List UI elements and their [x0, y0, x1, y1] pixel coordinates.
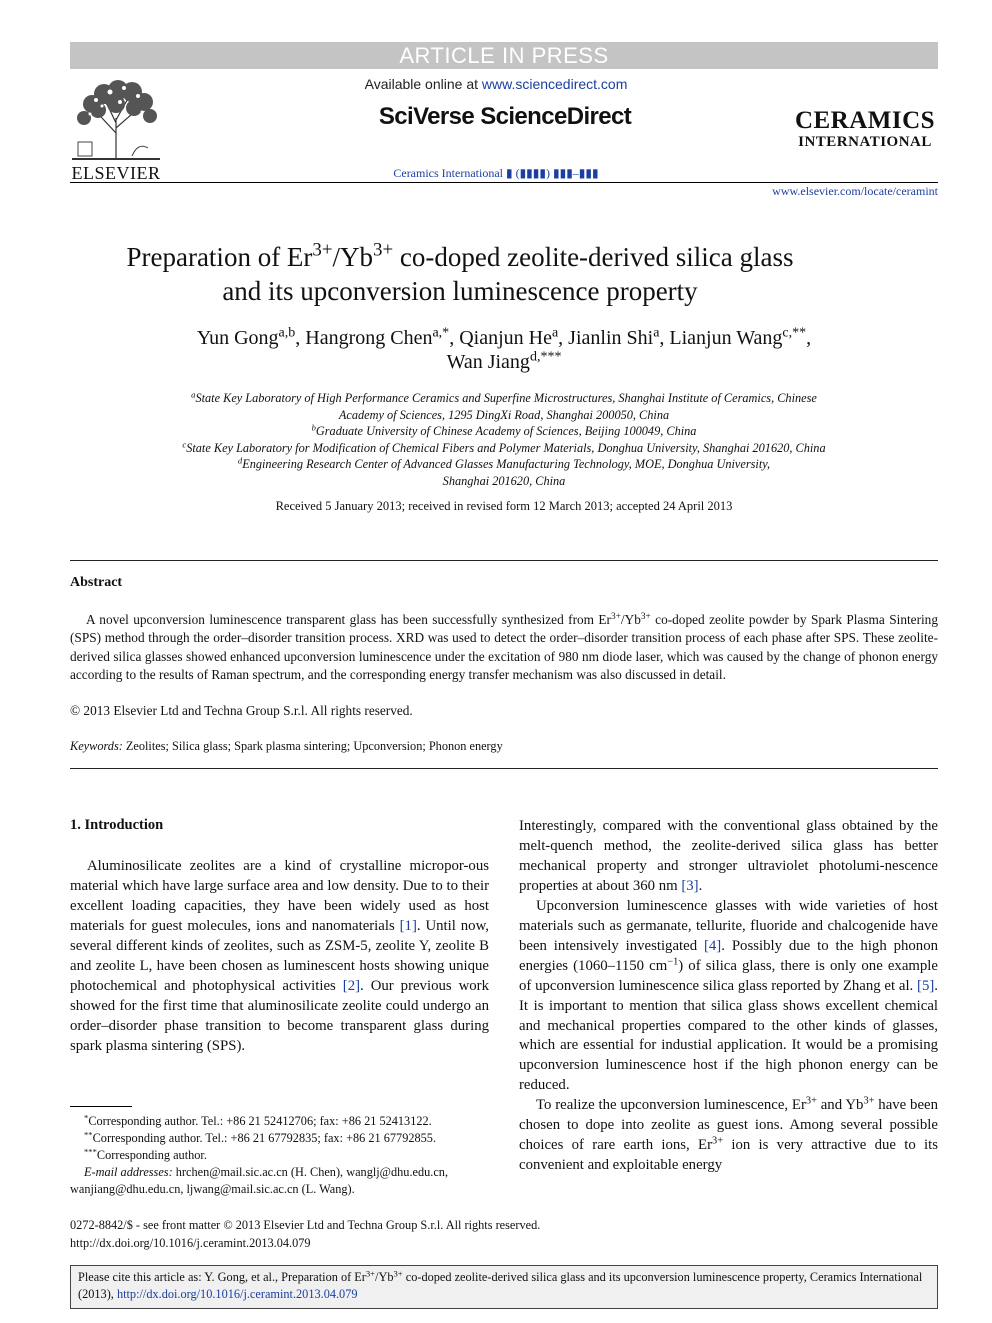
affiliation: $^d$Engineering Research Center of Advanced Glasses Manufacturing Technology, MOE, Donghua University,: [237, 455, 771, 472]
title-text: Preparation of Er: [126, 242, 313, 272]
body-column-left: [70, 857, 489, 1057]
author[interactable]: Lianjun Wang$^{c,**}$: [669, 325, 807, 349]
footnote: *Corresponding author. Tel.: +86 21 52412706; fax: +86 21 52413122.: [84, 1112, 432, 1128]
available-online-text: Available online at: [364, 76, 482, 92]
keywords-line: [70, 739, 503, 754]
author[interactable]: Jianlin Shi$^a$: [568, 325, 660, 349]
title-superscript: 3+: [373, 239, 394, 261]
author[interactable]: Wan Jiang$^{d,***}$: [446, 349, 562, 373]
affiliation: $^b$Graduate University of Chinese Academy of Sciences, Beijing 100049, China: [311, 422, 697, 439]
elsevier-tree-icon: [72, 78, 160, 160]
elsevier-wordmark: ELSEVIER: [71, 163, 161, 183]
elsevier-logo: [70, 76, 162, 184]
footnote: **Corresponding author. Tel.: +86 21 67792835; fax: +86 21 67792855.: [84, 1129, 437, 1145]
keywords-list: Zeolites; Silica glass; Spark plasma sintering; Upconversion; Phonon energy: [122, 739, 503, 753]
email-footnote-continued: wanjiang@dhu.edu.cn, ljwang@mail.sic.ac.cn (L. Wang).: [70, 1182, 355, 1196]
paragraph: To realize the upconversion luminescence, $Er^{3+}$ and $Yb^{3+}$ have been chosen to dope into zeolite as guest ions. Among several possible choices of rare earth ions, $Er^{3+}$ ion is very attractive due to its convenient and exploitable energy: [519, 1095, 938, 1174]
doi-link[interactable]: http://dx.doi.org/10.1016/j.ceramint.2013.04.079: [116, 1287, 358, 1301]
author-list: Yun Gong$^{a,b}$, Hangrong Chen$^{a,*}$, Qianjun He$^a$, Jianlin Shi$^a$, Lianjun Wang$^{c,**}$, Wan Jiang$^{d,***}$: [196, 325, 812, 373]
header-divider: [70, 182, 938, 183]
email-footnote: E-mail addresses: hrchen@mail.sic.ac.cn (H. Chen), wanglj@dhu.edu.cn,: [84, 1165, 449, 1179]
keywords-label: Keywords:: [70, 739, 123, 753]
cite-this-article-box: Please cite this article as: Y. Gong, et al., Preparation of $Er^{3+}/Yb^{3+}$ co-doped zeolite-derived silica glass and its upconversion luminescence property, Ceramics International (2013), http://dx.doi.org/10.1016/j.ceramint.2013.04.079: [70, 1265, 938, 1309]
affiliation: Shanghai 201620, China: [442, 473, 566, 488]
affiliation: Academy of Sciences, 1295 DingXi Road, Shanghai 200050, China: [338, 407, 670, 422]
abstract-body: A novel upconversion luminescence transparent glass has been successfully synthesized from $Er^{3+}/Yb^{3+}$ co-doped zeolite powder by Spark Plasma Sintering (SPS) method through the order–disorder transition process. XRD was used to detect the order–disorder transition process of each phase after SPS. These zeolite-derived silica glasses showed enhanced upconversion luminescence under the excitation of 980 nm diode laser, which was caused by the change of phonon energy according to the results of Raman spectrum, and the corresponding energy transfer mechanism was also discussed in detail.: [70, 611, 938, 683]
title-text: /Yb: [332, 242, 374, 272]
sciverse-sciencedirect-logo: SciVerse ScienceDirect: [378, 103, 632, 130]
doi-line[interactable]: http://dx.doi.org/10.1016/j.ceramint.2013.04.079: [70, 1236, 311, 1250]
author[interactable]: Hangrong Chen$^{a,*}$: [305, 325, 450, 349]
citation-link[interactable]: [5]: [917, 977, 935, 994]
author[interactable]: Yun Gong$^{a,b}$: [196, 325, 296, 349]
body-column-right: [519, 817, 938, 1176]
citation-link[interactable]: [1]: [399, 917, 417, 934]
abstract-heading: Abstract: [70, 575, 123, 590]
citation-link[interactable]: [2]: [342, 977, 361, 994]
title-text-line2: and its upconversion luminescence property: [222, 276, 698, 306]
ceramics-international-logo: [790, 108, 940, 150]
paragraph: Interestingly, compared with the conventional glass obtained by the melt-quench method, the zeolite-derived silica glass has better mechanical property and stronger ultraviolet photolumi-nescence properties at about 360 nm [3].: [519, 818, 938, 894]
journal-reference[interactable]: Ceramics International ▮ (▮▮▮▮) ▮▮▮–▮▮▮: [393, 166, 599, 180]
section-heading-introduction: 1. Introduction: [70, 817, 164, 833]
issn-line: 0272-8842/$ - see front matter © 2013 Elsevier Ltd and Techna Group S.r.l. All rights reserved.: [70, 1218, 541, 1232]
front-matter-info: [70, 1216, 540, 1252]
paragraph: Upconversion luminescence glasses with wide varieties of host materials such as germanate, tellurite, fluoride and chalcogenide have been intensively investigated [4]. Possibly due to the high phonon energies (1060–1150 $cm^{-1}$) of silica glass, there is only one example of upconversion luminescence silica glass reported by Zhang et al. [5]. It is important to mention that silica glass shows excellent chemical and mechanical properties compared to the other kinds of glasses, which are essential for industial application. It would be a promising upconversion luminescence host if the high phonon energy can be reduced.: [519, 897, 938, 1094]
abstract-bottom-divider: [70, 768, 938, 769]
journal-logo-line1: CERAMICS: [794, 107, 936, 134]
affiliation: $^a$State Key Laboratory of High Performance Ceramics and Superfine Microstructures, Shanghai Institute of Ceramics, Chinese: [191, 389, 817, 405]
footnote-divider: [70, 1106, 132, 1107]
article-title: [60, 240, 860, 308]
footnote: ***Corresponding author.: [84, 1146, 207, 1162]
journal-homepage-link[interactable]: www.elsevier.com/locate/ceramint: [772, 184, 938, 198]
title-superscript: 3+: [312, 239, 333, 261]
received-dates: Received 5 January 2013; received in revised form 12 March 2013; accepted 24 April 2013: [275, 499, 733, 513]
article-in-press-banner: ARTICLE IN PRESS: [70, 42, 938, 69]
citation-link[interactable]: [4]: [703, 937, 722, 954]
affiliation: $^c$State Key Laboratory for Modification of Chemical Fibers and Polymer Materials, Donghua University, Shanghai 201620, China: [182, 439, 826, 455]
journal-logo-line2: INTERNATIONAL: [798, 134, 932, 150]
affiliations: [70, 390, 938, 490]
citation-link[interactable]: [3]: [681, 877, 699, 894]
sciencedirect-link[interactable]: www.sciencedirect.com: [481, 76, 628, 92]
author[interactable]: Qianjun He$^a$: [459, 325, 559, 349]
footnotes: [70, 1113, 489, 1198]
abstract-top-divider: [70, 560, 938, 561]
copyright-line: © 2013 Elsevier Ltd and Techna Group S.r.l. All rights reserved.: [70, 703, 413, 718]
paragraph: Aluminosilicate zeolites are a kind of crystalline micropor-ous material which have large surface area and low density. Due to to their excellent loading capacities, they have been widely used as host materials for guest molecules, ions and nanomaterials [1]. Until now, several different kinds of zeolites, such as ZSM-5, zeolite Y, zeolite B and zeolite L, have been chosen as luminescent hosts showing unique photochemical and photophysical activities [2]. Our previous work showed for the first time that aluminosilicate zeolite could undergo an order–disorder phase transition to become transparent glass during spark plasma sintering (SPS).: [70, 858, 489, 1054]
available-online-line: [300, 76, 692, 92]
title-text: co-doped zeolite-derived silica glass: [393, 242, 794, 272]
